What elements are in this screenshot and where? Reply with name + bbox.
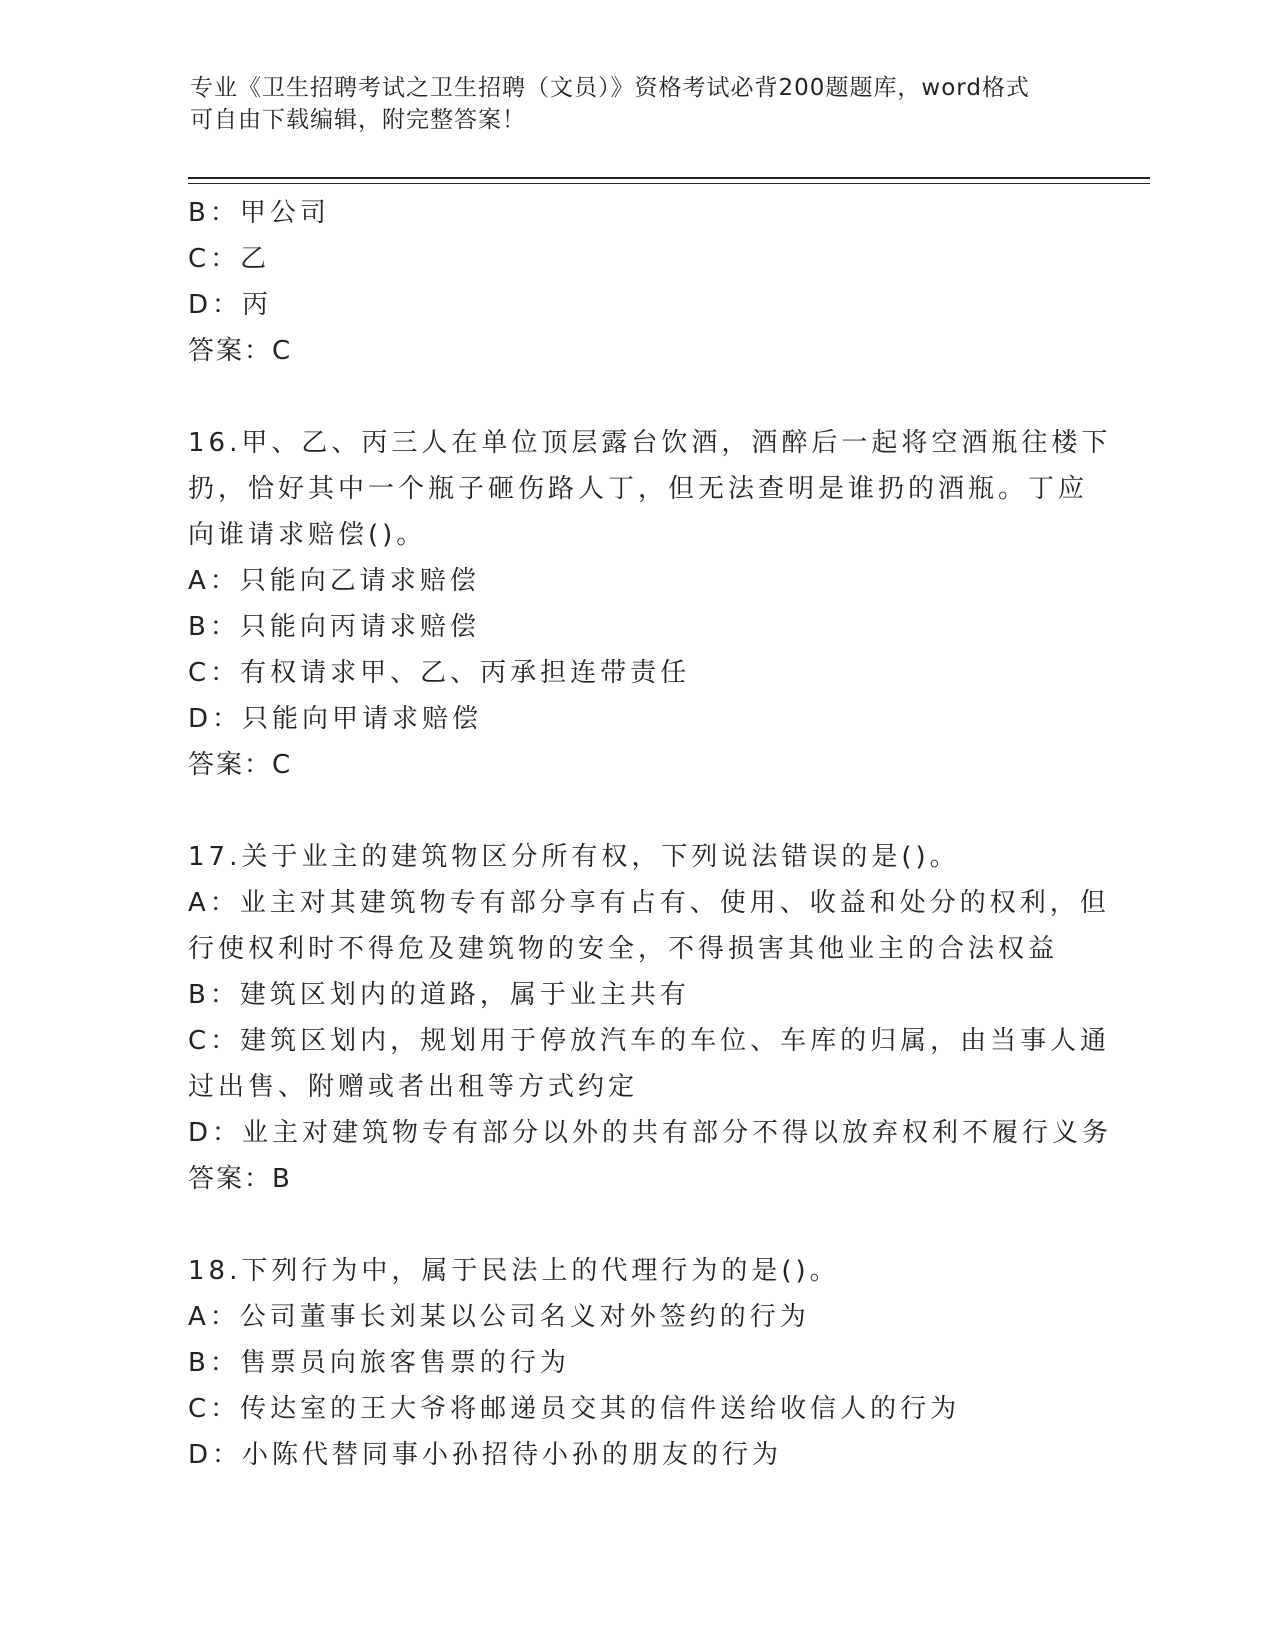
option-c-continued: 过出售、附赠或者出租等方式约定 — [188, 1072, 639, 1102]
spacer — [188, 374, 1088, 420]
header-title-line-2: 可自由下载编辑，附完整答案！ — [190, 107, 526, 133]
question-18 — [188, 1248, 1088, 1478]
question-stem: 18.下列行为中，属于民法上的代理行为的是()。 — [188, 1256, 840, 1286]
option-d: D：业主对建筑物专有部分以外的共有部分不得以放弃权利不履行义务 — [188, 1118, 1113, 1148]
option-d: D：丙 — [188, 290, 273, 320]
answer: 答案：B — [188, 1164, 292, 1194]
option-a: A：业主对其建筑物专有部分享有占有、使用、收益和处分的权利，但 — [188, 888, 1110, 918]
option-a: A：只能向乙请求赔偿 — [188, 566, 480, 596]
answer: 答案：C — [188, 750, 293, 780]
option-a: A：公司董事长刘某以公司名义对外签约的行为 — [188, 1302, 810, 1332]
option-a-continued: 行使权利时不得危及建筑物的安全，不得损害其他业主的合法权益 — [188, 934, 1059, 964]
option-c: C：有权请求甲、乙、丙承担连带责任 — [188, 658, 691, 688]
option-b: B：甲公司 — [188, 198, 330, 228]
option-c: C：传达室的王大爷将邮递员交其的信件送给收信人的行为 — [188, 1394, 961, 1424]
question-stem: 16.甲、乙、丙三人在单位顶层露台饮酒，酒醉后一起将空酒瓶往楼下 — [188, 428, 1112, 458]
header-title-line-1: 专业《卫生招聘考试之卫生招聘（文员）》资格考试必背200题题库，word格式 — [190, 75, 1030, 101]
option-c: C：建筑区划内，规划用于停放汽车的车位、车库的归属，由当事人通 — [188, 1026, 1111, 1056]
option-b: B：售票员向旅客售票的行为 — [188, 1348, 570, 1378]
answer: 答案：C — [188, 336, 293, 366]
spacer — [188, 788, 1088, 834]
option-c: C：乙 — [188, 244, 271, 274]
question-stem: 扔，恰好其中一个瓶子砸伤路人丁，但无法查明是谁扔的酒瓶。丁应 — [188, 474, 1089, 504]
option-d: D：小陈代替同事小孙招待小孙的朋友的行为 — [188, 1440, 783, 1470]
question-16 — [188, 420, 1112, 788]
spacer — [188, 1202, 1088, 1248]
page-header — [190, 72, 1070, 136]
question-17 — [188, 834, 1113, 1202]
option-d: D：只能向甲请求赔偿 — [188, 704, 483, 734]
option-b: B：建筑区划内的道路，属于业主共有 — [188, 980, 690, 1010]
question-15-tail — [188, 190, 1088, 374]
header-divider — [188, 177, 1150, 184]
option-b: B：只能向丙请求赔偿 — [188, 612, 480, 642]
question-stem: 向谁请求赔偿()。 — [188, 520, 427, 550]
question-stem: 17.关于业主的建筑物区分所有权，下列说法错误的是()。 — [188, 842, 960, 872]
document-body — [188, 190, 1113, 1478]
